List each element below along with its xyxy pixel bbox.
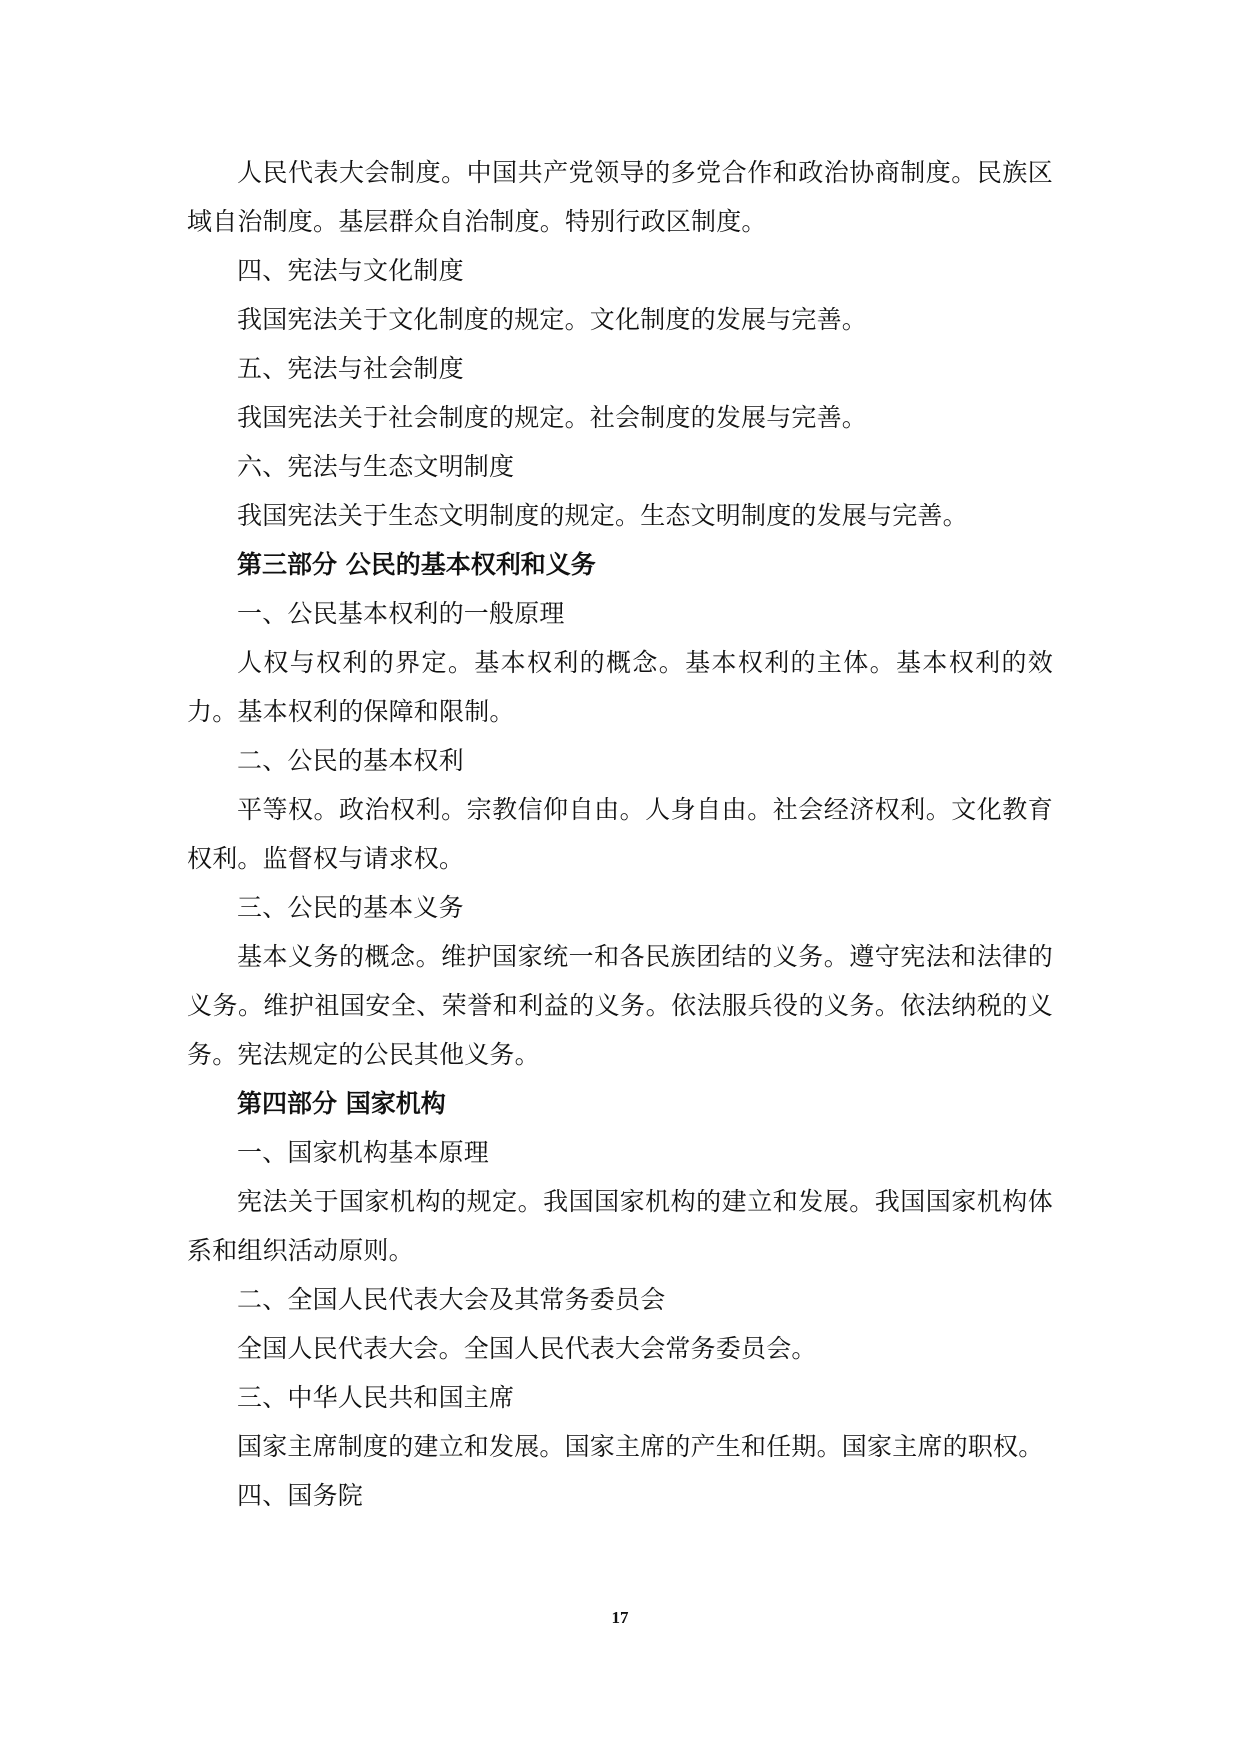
page-number: 17 [611,1608,629,1627]
paragraph-continued: 人民代表大会制度。中国共产党领导的多党合作和政治协商制度。民族区域自治制度。基层群众自治制度。特别行政区制度。 [187,158,1053,236]
section-heading: 一、公民基本权利的一般原理 [237,599,565,628]
paragraph: 我国宪法关于生态文明制度的规定。生态文明制度的发展与完善。 [237,501,968,530]
page-body [187,148,1053,1520]
paragraph: 人权与权利的界定。基本权利的概念。基本权利的主体。基本权利的效力。基本权利的保障和限制。 [187,648,1053,726]
section-heading: 三、中华人民共和国主席 [237,1383,515,1412]
paragraph: 宪法关于国家机构的规定。我国国家机构的建立和发展。我国国家机构体系和组织活动原则。 [187,1187,1053,1265]
section-heading: 一、国家机构基本原理 [237,1138,490,1167]
paragraph: 基本义务的概念。维护国家统一和各民族团结的义务。遵守宪法和法律的义务。维护祖国安全、荣誉和利益的义务。依法服兵役的义务。依法纳税的义务。宪法规定的公民其他义务。 [187,942,1053,1069]
paragraph: 我国宪法关于文化制度的规定。文化制度的发展与完善。 [237,305,868,334]
paragraph: 全国人民代表大会。全国人民代表大会常务委员会。 [237,1334,817,1363]
paragraph: 平等权。政治权利。宗教信仰自由。人身自由。社会经济权利。文化教育权利。监督权与请求权。 [187,795,1053,873]
section-heading: 二、公民的基本权利 [237,746,464,775]
part-heading-3: 第三部分 公民的基本权利和义务 [237,550,596,579]
part-heading-4: 第四部分 国家机构 [237,1089,446,1118]
section-heading-culture: 四、宪法与文化制度 [237,256,464,285]
paragraph: 我国宪法关于社会制度的规定。社会制度的发展与完善。 [237,403,868,432]
section-heading: 四、国务院 [237,1481,364,1510]
section-heading-society: 五、宪法与社会制度 [237,354,464,383]
section-heading-ecology: 六、宪法与生态文明制度 [237,452,515,481]
paragraph: 国家主席制度的建立和发展。国家主席的产生和任期。国家主席的职权。 [237,1432,1044,1461]
section-heading: 三、公民的基本义务 [237,893,464,922]
section-heading: 二、全国人民代表大会及其常务委员会 [237,1285,666,1314]
